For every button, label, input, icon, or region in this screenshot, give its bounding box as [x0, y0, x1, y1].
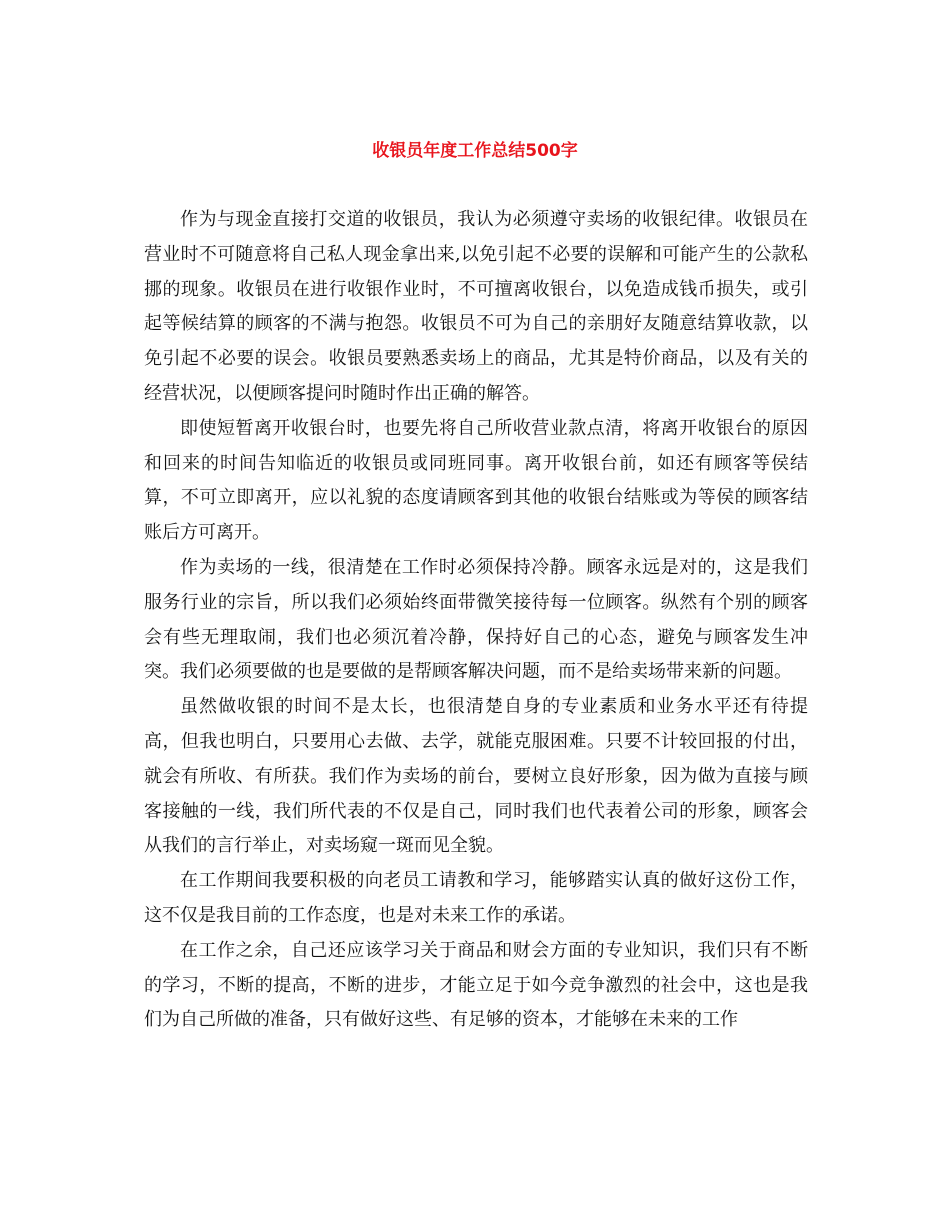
paragraph: 作为与现金直接打交道的收银员，我认为必须遵守卖场的收银纪律。收银员在营业时不可随意将自己私人现金拿出来,以免引起不必要的误解和可能产生的公款私挪的现象。收银员在进行收银作业时，不可擅离收银台，以免造成钱币损失，或引起等候结算的顾客的不满与抱怨。收银员不可为自己的亲朋好友随意结算收款，以免引起不必要的误会。收银员要熟悉卖场上的商品，尤其是特价商品，以及有关的经营状况，以便顾客提问时随时作出正确的解答。 — [144, 209, 808, 404]
paragraph: 虽然做收银的时间不是太长，也很清楚自身的专业素质和业务水平还有待提高，但我也明白，只要用心去做、去学，就能克服困难。只要不计较回报的付出，就会有所收、有所获。我们作为卖场的前台，要树立良好形象，因为做为直接与顾客接触的一线，我们所代表的不仅是自己，同时我们也代表着公司的形象，顾客会从我们的言行举止，对卖场窥一斑而见全貌。 — [144, 696, 808, 857]
paragraph: 即使短暂离开收银台时，也要先将自己所收营业款点清，将离开收银台的原因和回来的时间告知临近的收银员或同班同事。离开收银台前，如还有顾客等侯结算，不可立即离开，应以礼貌的态度请顾客到其他的收银台结账或为等侯的顾客结账后方可离开。 — [144, 417, 808, 544]
paragraph: 在工作之余，自己还应该学习关于商品和财会方面的专业知识，我们只有不断的学习，不断的提高，不断的进步，才能立足于如今竞争激烈的社会中，这也是我们为自己所做的准备，只有做好这些、有足够的资本，才能够在未来的工作 — [144, 939, 808, 1031]
paragraph: 作为卖场的一线，很清楚在工作时必须保持冷静。顾客永远是对的，这是我们服务行业的宗旨，所以我们必须始终面带微笑接待每一位顾客。纵然有个别的顾客会有些无理取闹，我们也必须沉着冷静，保持好自己的心态，避免与顾客发生冲突。我们必须要做的也是要做的是帮顾客解决问题，而不是给卖场带来新的问题。 — [144, 556, 808, 683]
document-title: 收银员年度工作总结500字 — [372, 141, 578, 161]
paragraph: 在工作期间我要积极的向老员工请教和学习，能够踏实认真的做好这份工作，这不仅是我目前的工作态度，也是对未来工作的承诺。 — [144, 870, 808, 926]
document-body — [144, 203, 808, 1038]
